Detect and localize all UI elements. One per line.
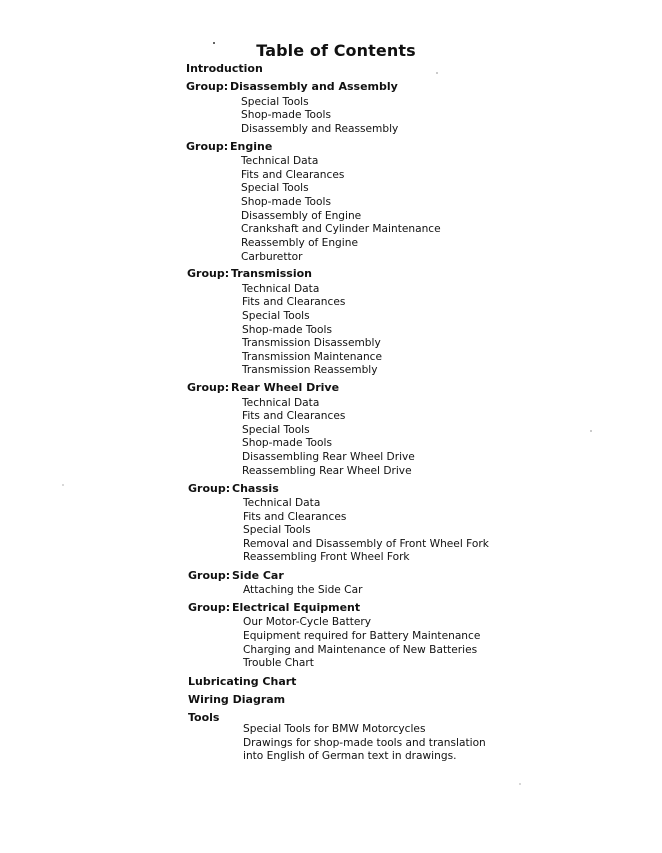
scan-speck: [590, 430, 592, 432]
toc-item: Disassembling Rear Wheel Drive: [242, 451, 415, 463]
toc-item: Reassembling Rear Wheel Drive: [242, 465, 412, 477]
toc-item: Shop-made Tools: [241, 196, 331, 208]
toc-item: Special Tools: [243, 524, 311, 536]
group-heading-tools: Tools: [188, 711, 220, 724]
group-heading-transmission: Transmission: [231, 267, 313, 280]
toc-item: Carburettor: [241, 251, 303, 263]
toc-item: Technical Data: [242, 283, 320, 295]
toc-item: Reassembly of Engine: [241, 237, 358, 249]
toc-item: Technical Data: [243, 497, 321, 509]
toc-item: Shop-made Tools: [242, 437, 332, 449]
toc-item: Drawings for shop-made tools and translation: [243, 737, 486, 749]
group-prefix: Group:: [188, 569, 231, 582]
toc-item: Attaching the Side Car: [243, 584, 363, 596]
toc-item: Technical Data: [242, 397, 320, 409]
group-prefix: Group:: [187, 381, 230, 394]
toc-item: Equipment required for Battery Maintenance: [243, 630, 481, 642]
toc-item: Disassembly of Engine: [241, 210, 362, 222]
group-heading-chassis: Chassis: [232, 482, 279, 495]
toc-item: Fits and Clearances: [243, 511, 347, 523]
toc-item: Special Tools: [242, 424, 310, 436]
toc-item: Technical Data: [241, 155, 319, 167]
scan-speck: [436, 72, 438, 74]
toc-item: Shop-made Tools: [241, 109, 331, 121]
toc-item: Special Tools: [241, 96, 309, 108]
toc-wiring-diagram: Wiring Diagram: [188, 693, 286, 706]
toc-item: Disassembly and Reassembly: [241, 123, 399, 135]
scan-speck: [213, 42, 215, 44]
toc-item: Special Tools: [242, 310, 310, 322]
group-prefix: Group:: [186, 140, 229, 153]
page-title: Table of Contents: [256, 41, 416, 60]
toc-item: Our Motor-Cycle Battery: [243, 616, 372, 628]
scan-speck: [62, 484, 64, 486]
group-heading-engine: Engine: [230, 140, 273, 153]
toc-item: Transmission Maintenance: [242, 351, 383, 363]
group-heading-electrical-equipment: Electrical Equipment: [232, 601, 361, 614]
toc-item: Reassembling Front Wheel Fork: [243, 551, 410, 563]
toc-item: Fits and Clearances: [242, 410, 346, 422]
toc-item: Crankshaft and Cylinder Maintenance: [241, 223, 441, 235]
toc-item: Transmission Reassembly: [242, 364, 378, 376]
group-prefix: Group:: [188, 482, 231, 495]
group-heading-rear-wheel-drive: Rear Wheel Drive: [231, 381, 340, 394]
toc-item: Shop-made Tools: [242, 324, 332, 336]
group-heading-side-car: Side Car: [232, 569, 284, 582]
group-prefix: Group:: [186, 80, 229, 93]
toc-item: into English of German text in drawings.: [243, 750, 457, 762]
toc-item: Trouble Chart: [243, 657, 314, 669]
group-prefix: Group:: [188, 601, 231, 614]
toc-item: Removal and Disassembly of Front Wheel Fork: [243, 538, 489, 550]
toc-lubricating-chart: Lubricating Chart: [188, 675, 297, 688]
toc-item: Fits and Clearances: [242, 296, 346, 308]
group-prefix: Group:: [187, 267, 230, 280]
toc-item: Special Tools: [241, 182, 309, 194]
toc-introduction: Introduction: [186, 62, 263, 75]
toc-item: Special Tools for BMW Motorcycles: [243, 723, 426, 735]
toc-item: Charging and Maintenance of New Batteries: [243, 644, 478, 656]
toc-item: Transmission Disassembly: [242, 337, 381, 349]
scan-speck: [519, 783, 521, 785]
group-heading-disassembly: Disassembly and Assembly: [230, 80, 398, 93]
toc-item: Fits and Clearances: [241, 169, 345, 181]
